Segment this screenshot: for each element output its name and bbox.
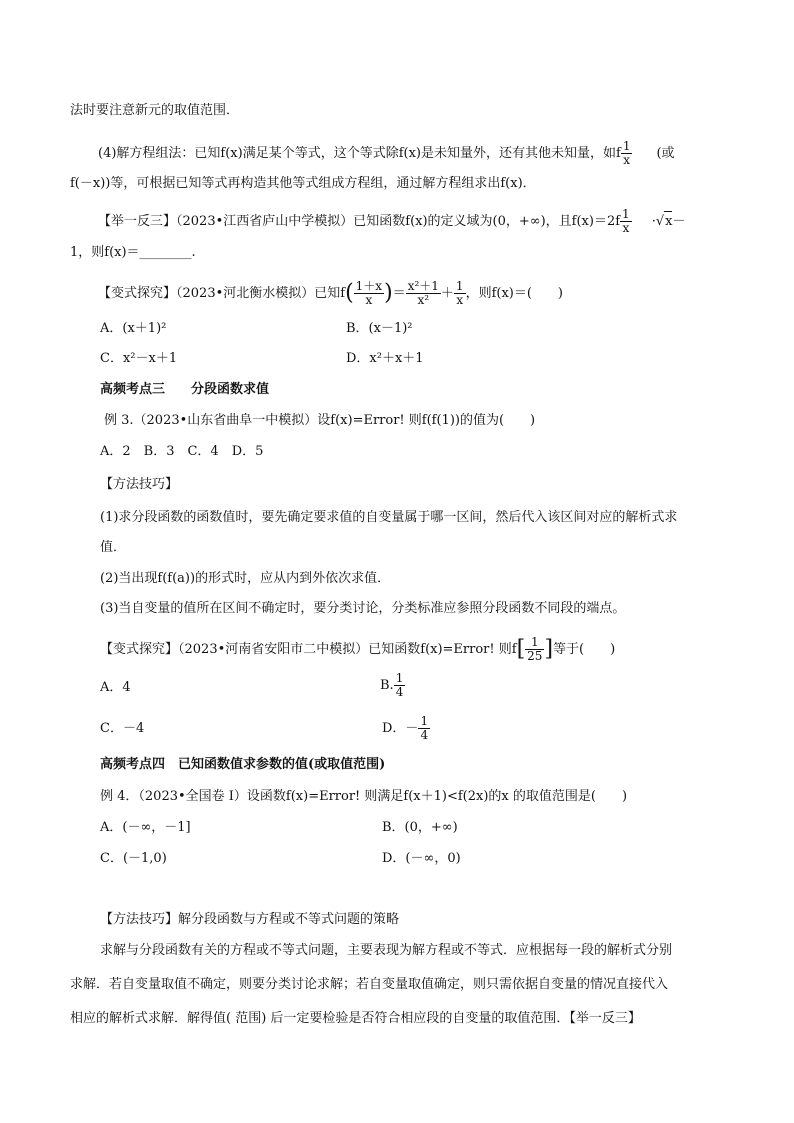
- text-line: 【举一反三】（2023•江西省庐山中学模拟）已知函数f(x)的定义域为(0，+∞)，且f(x)＝2f $\frac{1}{x}$ ·√x－: [98, 207, 686, 235]
- fraction: $\frac{1+x}{x}$: [355, 279, 383, 307]
- paragraph-line: 求解．若自变量取值不确定，则要分类讨论求解；若自变量取值确定，则只需依据自变量的情况直接代入: [70, 977, 669, 992]
- section-heading: 高频考点三 分段函数求值: [100, 382, 270, 397]
- method-heading: 【方法技巧】解分段函数与方程或不等式问题的策略: [100, 912, 400, 927]
- option-d: D．－ $\frac{1}{4}$: [382, 714, 429, 742]
- fraction: $\frac{\text{x²＋1}}{\text{x²}}$: [407, 279, 439, 307]
- fraction: $\frac{1}{x}$: [622, 207, 630, 235]
- option-d: D．(－∞，0): [382, 851, 461, 866]
- option-c: C．(－1,0): [100, 851, 167, 866]
- fraction: $\frac{1}{4}$: [395, 671, 404, 699]
- text-line: 【变式探究】（2023•河北衡水模拟）已知f( $\frac{1+x}{x}$ )＝ $\frac{\text{x²＋1}}{\text{x²}}$ ＋ $\frac{1}{x}$ ，则f(x)＝( ): [98, 279, 563, 307]
- text-line: (1)求分段函数的函数值时，要先确定要求值的自变量属于哪一区间，然后代入该区间对应的解析式求: [100, 510, 678, 525]
- text-line: (2)当出现f(f(a))的形式时，应从内到外依次求值．: [100, 571, 391, 586]
- fraction: $\frac{1}{x}$: [622, 139, 631, 167]
- text-line: 值．: [100, 540, 127, 555]
- option-b: B．(0，+∞): [382, 820, 458, 835]
- fraction: $\frac{1}{x}$: [455, 279, 464, 307]
- option-d: D．x²＋x＋1: [346, 351, 424, 366]
- text-line: 【变式探究】（2023•河南省安阳市二中模拟）已知函数f(x)=Error! 则f[ $\frac{1}{25}$ ]等于( ): [100, 635, 616, 663]
- text-line: f(－x))等，可根据已知等式再构造其他等式组成方程组，通过解方程组求出f(x)．: [70, 176, 536, 191]
- example-text: 例 3.（2023•山东省曲阜一中模拟）设f(x)=Error! 则f(f(1))的值为( ): [104, 413, 536, 428]
- option-a: A．(x＋1)²: [100, 321, 167, 336]
- fraction: $\frac{1}{4}$: [420, 714, 429, 742]
- option-c: C．x²－x＋1: [100, 351, 178, 366]
- paragraph-line: 求解与分段函数有关的方程或不等式问题，主要表现为解方程或不等式．应根据每一段的解析式分别: [100, 943, 673, 958]
- text-line: (3)当自变量的值所在区间不确定时，要分类讨论，分类标准应参照分段函数不同段的端点。: [100, 601, 626, 616]
- option-b: B．(x－1)²: [346, 321, 413, 336]
- example-text: 例 4．（2023•全国卷 I）设函数f(x)=Error! 则满足f(x＋1)<f(2x)的x 的取值范围是( ): [100, 789, 628, 804]
- fraction: $\frac{1}{25}$: [527, 635, 543, 663]
- text-line: (4)解方程组法：已知f(x)满足某个等式，这个等式除f(x)是未知量外，还有其他未知量，如f $\frac{1}{x}$ (或: [98, 139, 675, 167]
- option-c: C．－4: [100, 721, 145, 736]
- option-b: B. $\frac{1}{4}$: [380, 671, 404, 699]
- method-heading: 【方法技巧】: [100, 477, 179, 492]
- section-heading: 高频考点四 已知函数值求参数的值(或取值范围): [100, 757, 386, 772]
- paragraph-line: 相应的解析式求解．解得值( 范围) 后一定要检验是否符合相应段的自变量的取值范围．【举一反三】: [70, 1011, 641, 1026]
- option-a: A．4: [100, 680, 131, 695]
- text-line: 1，则f(x)＝________.: [70, 245, 196, 260]
- option-a: A．(－∞，－1]: [100, 820, 191, 835]
- text-line: 法时要注意新元的取值范围．: [70, 103, 240, 118]
- example-options: A．2 B．3 C．4 D．5: [100, 444, 264, 459]
